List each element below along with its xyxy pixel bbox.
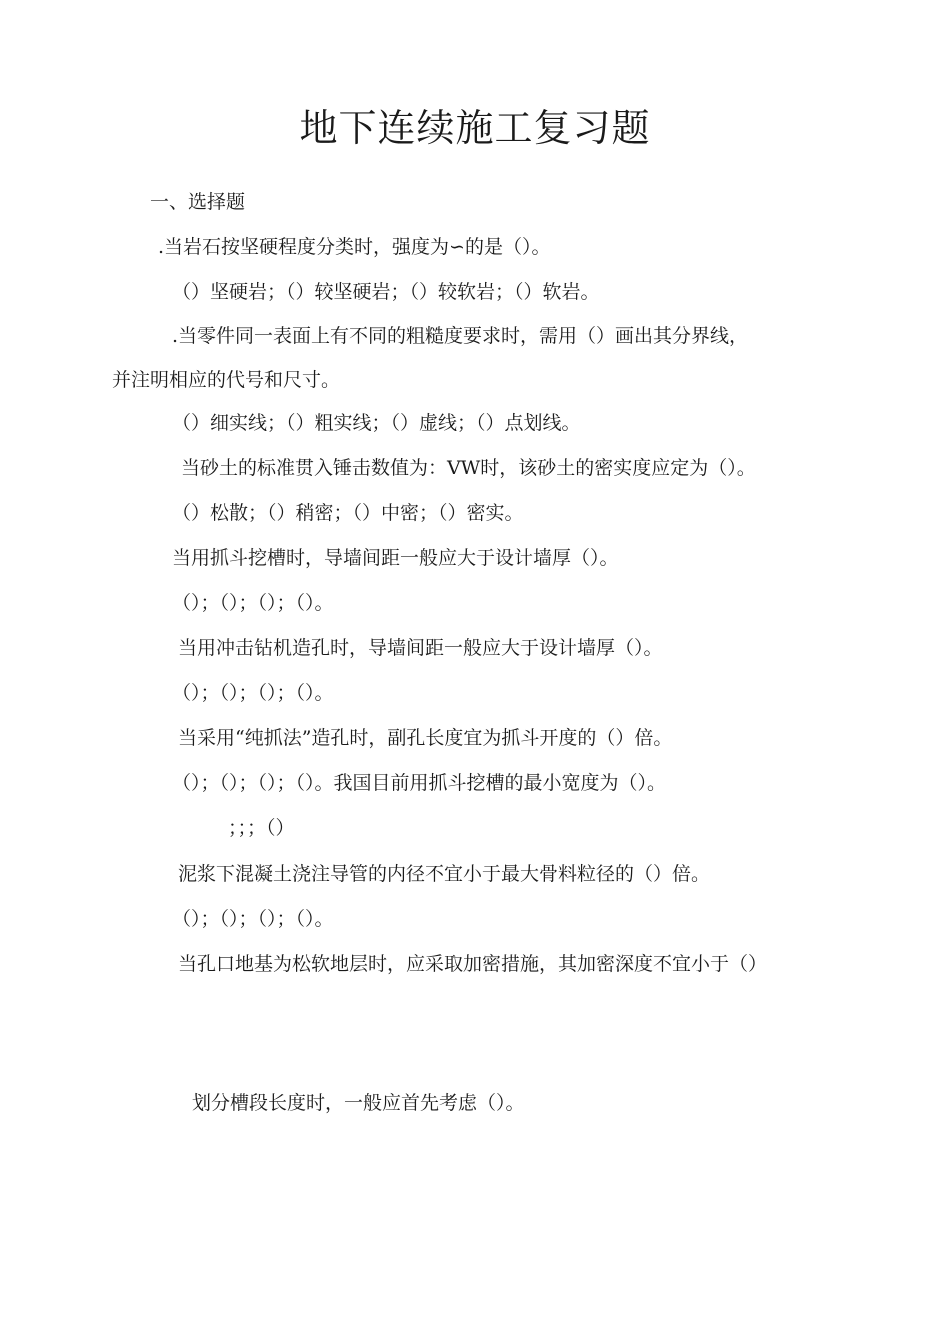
question-10: 划分槽段长度时，一般应首先考虑（）。 xyxy=(192,1092,525,1114)
question-3: 当砂土的标准贯入锤击数值为：VW时，该砂土的密实度应定为（）。 xyxy=(181,457,756,479)
document-title: 地下连续施工复习题 xyxy=(299,106,651,150)
question-5-options: （）；（）；（）；（）。 xyxy=(172,682,334,704)
question-1-options: （）坚硬岩；（）较坚硬岩；（）较软岩；（）软岩。 xyxy=(172,281,600,303)
question-5: 当用冲击钻机造孔时，导墙间距一般应大于设计墙厚（）。 xyxy=(178,637,663,659)
question-4-options: （）；（）；（）；（）。 xyxy=(172,592,334,614)
question-2-line-2: 并注明相应的代号和尺寸。 xyxy=(112,369,341,391)
question-8: 泥浆下混凝土浇注导管的内径不宜小于最大骨料粒径的（）倍。 xyxy=(178,863,711,885)
question-2-options: （）细实线；（）粗实线；（）虚线；（）点划线。 xyxy=(172,412,581,434)
question-2-line-1: .当零件同一表面上有不同的粗糙度要求时，需用（）画出其分界线， xyxy=(172,325,749,347)
question-3-options: （）松散；（）稍密；（）中密；（）密实。 xyxy=(172,502,524,524)
question-6: 当采用“纯抓法”造孔时，副孔长度宜为抓斗开度的（）倍。 xyxy=(178,727,673,749)
question-4: 当用抓斗挖槽时，导墙间距一般应大于设计墙厚（）。 xyxy=(172,547,619,569)
question-7-options: ；；；（） xyxy=(228,817,295,839)
question-1: .当岩石按坚硬程度分类时，强度为∽的是（）。 xyxy=(158,236,551,258)
question-9: 当孔口地基为松软地层时，应采取加密措施，其加密深度不宜小于（） xyxy=(178,953,768,975)
section-heading: 一、选择题 xyxy=(150,191,246,213)
question-6-options: （）；（）；（）；（）。我国目前用抓斗挖槽的最小宽度为（）。 xyxy=(172,772,667,794)
question-8-options: （）；（）；（）；（）。 xyxy=(172,908,334,930)
